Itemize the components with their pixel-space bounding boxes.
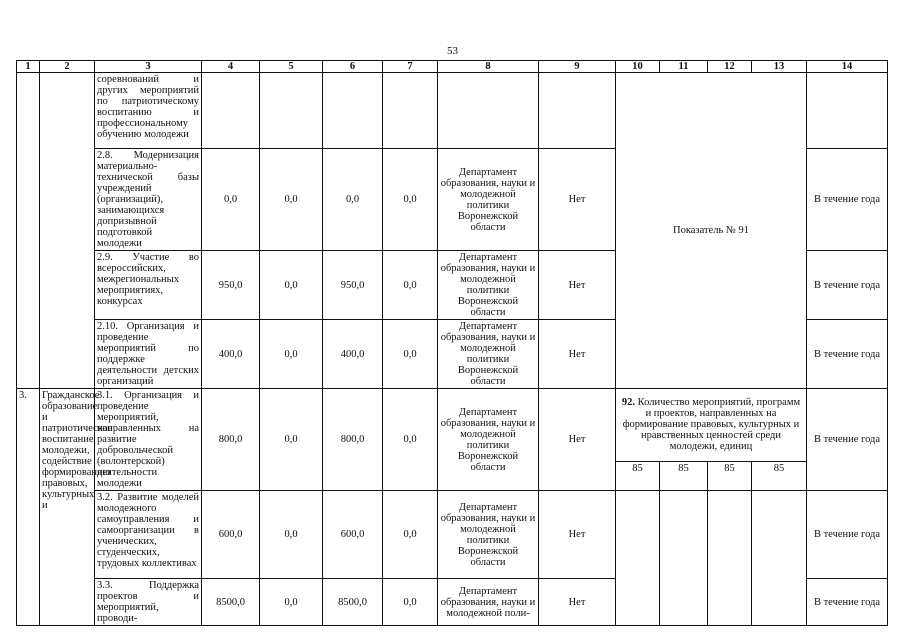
- term-cell: В течение года: [807, 149, 888, 251]
- cell-empty: [807, 73, 888, 149]
- program-table: [16, 60, 888, 626]
- value-cell: 800,0: [323, 389, 383, 491]
- executor-cell: Департамент образования, науки и молодежной политики Воронежской области: [438, 251, 539, 320]
- value-cell: 0,0: [260, 579, 323, 626]
- value-cell: 0,0: [202, 149, 260, 251]
- cell-empty: [323, 73, 383, 149]
- value-cell: Нет: [539, 149, 616, 251]
- value-cell: 0,0: [260, 389, 323, 491]
- activity-cell: 2.10. Организация и проведение мероприятий по поддержке деятельности детских организаций: [95, 320, 202, 389]
- executor-cell: Департамент образования, науки и молодежной поли-: [438, 579, 539, 626]
- header-cell: 4: [202, 61, 260, 73]
- indicator-text: Количество мероприятий, программ и проектов, направленных на формирование правовых, культурных и нравственных ценностей среди молодежи, единиц: [622, 397, 801, 453]
- value-cell: 0,0: [323, 149, 383, 251]
- header-cell: 2: [40, 61, 95, 73]
- indicator-91-cell: Показатель № 91: [616, 73, 807, 389]
- activity-cell: 2.8. Модернизация материально-технической базы учреждений (организаций), занимающихся допризывной подготовкой молодежи: [95, 149, 202, 251]
- term-cell: В течение года: [807, 389, 888, 491]
- header-cell: 5: [260, 61, 323, 73]
- value-cell: 0,0: [383, 389, 438, 491]
- cell-empty: [438, 73, 539, 149]
- cell-empty: [260, 73, 323, 149]
- value-cell: 0,0: [260, 149, 323, 251]
- target-value-cell: 85: [660, 461, 708, 490]
- value-cell: 0,0: [260, 251, 323, 320]
- header-cell: 10: [616, 61, 660, 73]
- section-number: 3.: [17, 389, 40, 626]
- term-cell: В течение года: [807, 491, 888, 579]
- value-cell: Нет: [539, 320, 616, 389]
- executor-cell: Департамент образования, науки и молодежной политики Воронежской области: [438, 320, 539, 389]
- cell-empty: [752, 491, 807, 626]
- header-cell: 13: [752, 61, 807, 73]
- term-cell: В течение года: [807, 251, 888, 320]
- cell-empty: [17, 73, 40, 389]
- cell-empty: [616, 491, 660, 626]
- value-cell: 0,0: [260, 320, 323, 389]
- value-cell: 800,0: [202, 389, 260, 491]
- value-cell: 8500,0: [202, 579, 260, 626]
- header-cell: 3: [95, 61, 202, 73]
- table-row: [17, 73, 888, 149]
- column-number-row: [17, 61, 888, 73]
- header-cell: 1: [17, 61, 40, 73]
- executor-cell: Департамент образования, науки и молодежной политики Воронежской области: [438, 491, 539, 579]
- page-number: 53: [447, 45, 458, 57]
- value-cell: Нет: [539, 251, 616, 320]
- executor-cell: Департамент образования, науки и молодежной политики Воронежской области: [438, 149, 539, 251]
- term-cell: В течение года: [807, 579, 888, 626]
- value-cell: 0,0: [383, 149, 438, 251]
- target-value-cell: 85: [708, 461, 752, 490]
- header-cell: 7: [383, 61, 438, 73]
- value-cell: 600,0: [202, 491, 260, 579]
- cell-empty: [40, 73, 95, 389]
- term-cell: В течение года: [807, 320, 888, 389]
- header-cell: 11: [660, 61, 708, 73]
- value-cell: 0,0: [383, 251, 438, 320]
- task-cell: Гражданское образование и патриотическое воспитание молодежи, содействие формированию правовых, культурных и: [40, 389, 95, 626]
- header-cell: 14: [807, 61, 888, 73]
- value-cell: 400,0: [323, 320, 383, 389]
- target-value-cell: 85: [616, 461, 660, 490]
- value-cell: Нет: [539, 389, 616, 491]
- header-cell: 9: [539, 61, 616, 73]
- indicator-92-cell: [616, 389, 807, 462]
- table-row: [17, 491, 888, 579]
- activity-cell: соревнований и других мероприятий по патриотическому воспитанию и профессиональному обучению молодежи: [95, 73, 202, 149]
- value-cell: 0,0: [383, 579, 438, 626]
- value-cell: 0,0: [383, 491, 438, 579]
- value-cell: 0,0: [383, 320, 438, 389]
- header-cell: 6: [323, 61, 383, 73]
- value-cell: 950,0: [202, 251, 260, 320]
- cell-empty: [660, 491, 708, 626]
- value-cell: 950,0: [323, 251, 383, 320]
- cell-empty: [708, 491, 752, 626]
- activity-cell: 3.2. Развитие моделей молодежного самоуправления и самоорганизации в ученических, студенческих, трудовых коллективах: [95, 491, 202, 579]
- value-cell: 0,0: [260, 491, 323, 579]
- cell-empty: [202, 73, 260, 149]
- activity-cell: 3.1. Организация и проведение мероприятий, направленных на развитие добровольческой (волонтерской) деятельности молодежи: [95, 389, 202, 491]
- activity-cell: 3.3. Поддержка проектов и мероприятий, проводи-: [95, 579, 202, 626]
- cell-empty: [539, 73, 616, 149]
- target-value-cell: 85: [752, 461, 807, 490]
- value-cell: Нет: [539, 491, 616, 579]
- value-cell: 400,0: [202, 320, 260, 389]
- header-cell: 8: [438, 61, 539, 73]
- header-cell: 12: [708, 61, 752, 73]
- table-row: [17, 389, 888, 462]
- value-cell: Нет: [539, 579, 616, 626]
- value-cell: 600,0: [323, 491, 383, 579]
- value-cell: 8500,0: [323, 579, 383, 626]
- executor-cell: Департамент образования, науки и молодежной политики Воронежской области: [438, 389, 539, 491]
- activity-cell: 2.9. Участие во всероссийских, межрегиональных мероприятиях, конкурсах: [95, 251, 202, 320]
- indicator-number: 92.: [621, 397, 635, 409]
- cell-empty: [383, 73, 438, 149]
